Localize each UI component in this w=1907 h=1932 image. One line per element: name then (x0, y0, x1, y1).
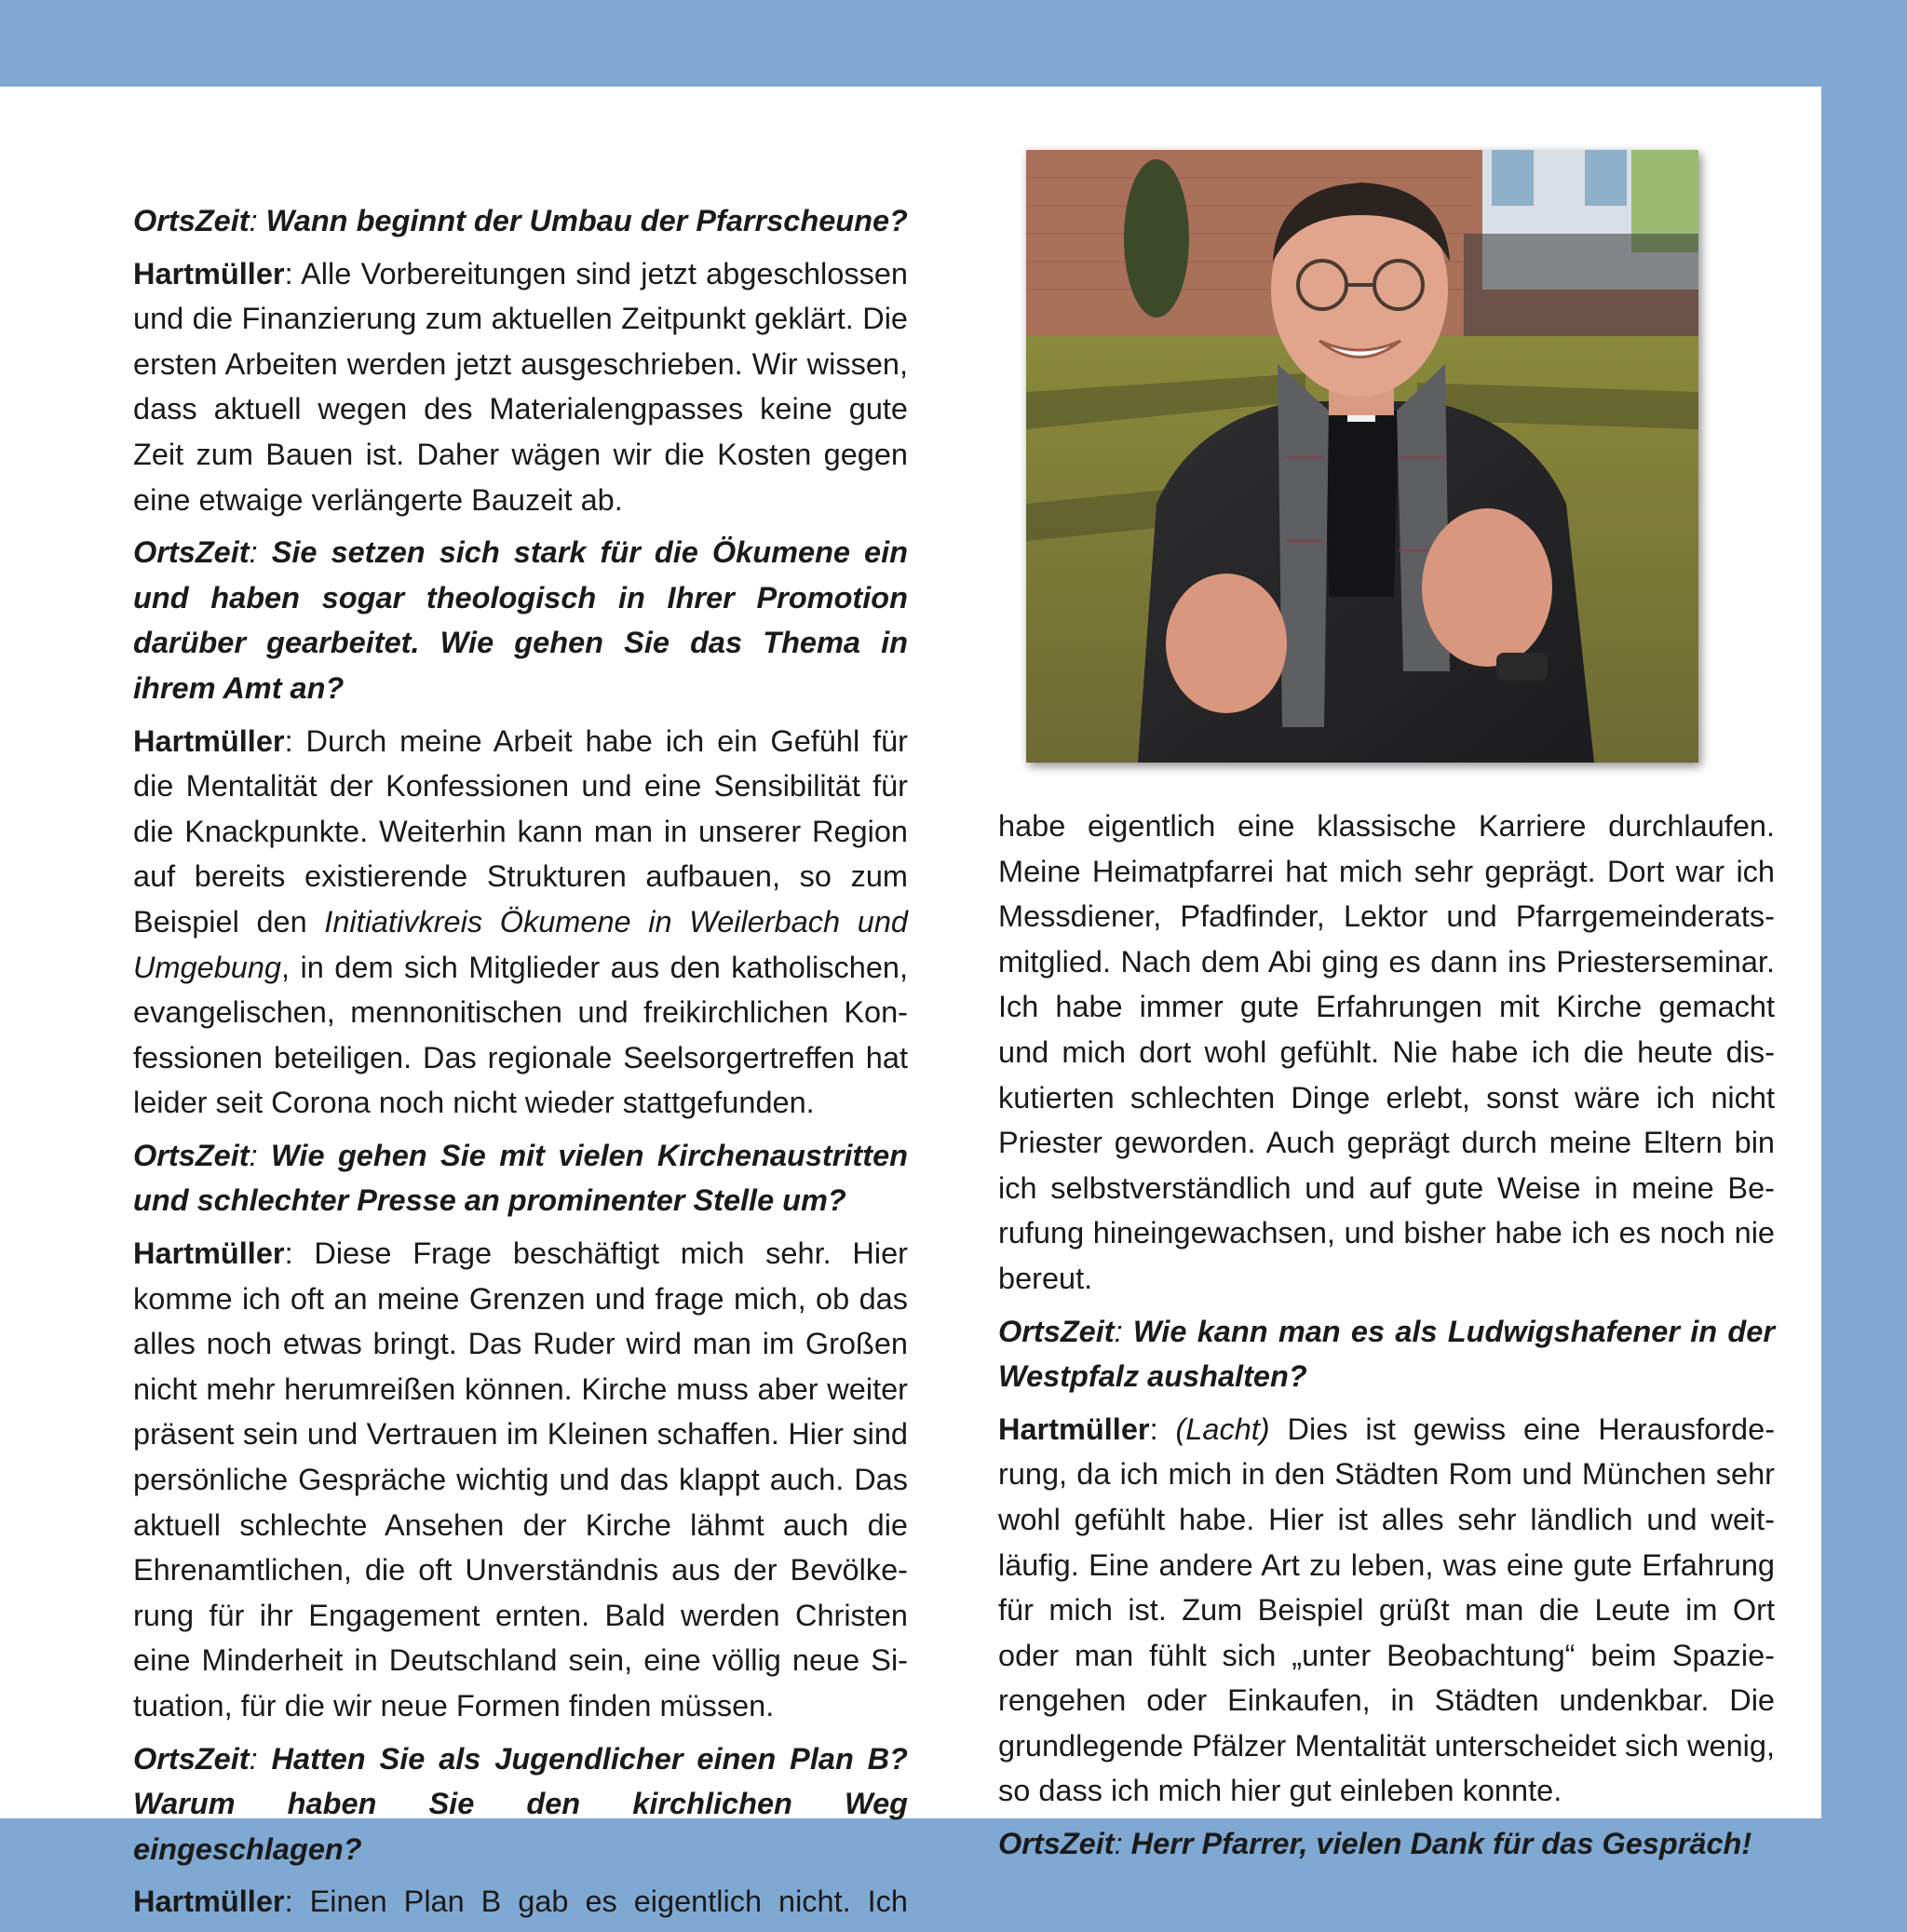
question-text: Wie gehen Sie mit vielen Kirchenaustritten und schlechter Presse an prominenter Stelle um? (133, 1138, 909, 1218)
interviewee-label: Hartmüller (133, 723, 285, 758)
answer-4-continued (998, 804, 1775, 1302)
portrait-photo-icon (1026, 150, 1698, 763)
answer-1: Hartmüller: Alle Vorbereitungen sind jetzt abgeschlossen und die Finanzierung zum aktuellen Zeitpunkt geklärt. Die ersten Arbeiten werden jetzt ausgeschrieben. Wir wissen, dass aktuell wegen des Materialengpasses keine gute Zeit zum Bauen ist. Daher wägen wir die Kosten gegen eine etwaige verlängerte Bauzeit ab. (133, 256, 908, 517)
left-hand (1166, 574, 1287, 713)
interviewer-label: OrtsZeit (133, 1138, 250, 1172)
answer-text: Diese Frage beschäftigt mich sehr. Hier komme ich oft an meine Grenzen und frage mich, ob das alles noch etwas bringt. Das Ruder wird man im Großen nicht mehr herumreißen können. Kirche muss aber weiter präsent sein und Vertrauen im Kleinen schaffen. Hier sind persönliche Gespräche wichtig und das klappt auch. Das aktuell schlechte Ansehen der Kirche lähmt auch die Ehrenamtlichen, die oft Unverständnis aus der Bevölkerung für ihr Engagement ernten. Bald werden Christen eine Minderheit in Deutschland sein, eine völlig neue Situation, für die wir neue Formen finden müssen. (133, 1236, 908, 1723)
question-text: Herr Pfarrer, vielen Dank für das Gespräch! (1130, 1827, 1752, 1861)
interviewee-label: Hartmüller (998, 1412, 1150, 1446)
interviewer-label: OrtsZeit (133, 204, 250, 237)
question-text: Wie kann man es als Ludwigshafener in der Westpfalz aushalten? (998, 1314, 1776, 1394)
answer-5: Hartmüller: (Lacht) Dies ist gewiss eine Herausforderung, da ich mich in den Städten Rom und München sehr wohl gefühlt habe. Hier ist alles sehr ländlich und weitläufig. Eine andere Art zu leben, was eine gute Erfahrung für mich ist. Zum Beispiel grüßt man die Leute im Ort oder man fühlt sich „unter Beobachtung“ beim Spazierengehen oder Einkaufen, in Städten undenkbar. Die grundlegende Pfälzer Mentalität unterscheidet sich wenig, so dass ich mich hier gut einleben konnte. (998, 1412, 1776, 1808)
right-hand (1422, 508, 1552, 667)
scarf (1278, 364, 1329, 727)
answer-text: Einen Plan B gab es eigentlich nicht. Ich (309, 1885, 908, 1919)
answer-text: Durch meine Arbeit habe ich ein Gefühl für die Mentalität der Konfessionen und eine Sensibilität für die Knackpunkte. Weiterhin kann man in unserer Region auf bereits existierende Strukturen aufbauen, so zum Beispiel den (133, 723, 909, 939)
interviewee-label: Hartmüller (133, 1236, 285, 1271)
question-4: OrtsZeit: Hatten Sie als Jugendlicher einen Plan B? Warum haben Sie den kirchlichen Weg eingeschlagen? (133, 1741, 908, 1866)
answer-italic-text: (Lacht) (1175, 1412, 1270, 1446)
answer-text: habe eigentlich eine klassische Karriere durchlaufen. Meine Heimatpfarrei hat mich sehr geprägt. Dort war ich Messdiener, Pfadfinder, Lektor und Pfarrgemeinderatsmitglied. Nach dem Abi ging es dann ins Priesterseminar. Ich habe immer gute Erfahrungen mit Kirche gemacht und mich dort wohl gefühlt. Nie habe ich die heute diskutierten schlechten Dinge erlebt, sonst wäre ich nicht Priester geworden. Auch geprägt durch meine Eltern bin ich selbstverständlich und auf gute Weise in meine Berufung hineingewachsen, und bisher habe ich es noch nie bereut. (998, 809, 1775, 1295)
interviewer-label: OrtsZeit (998, 1827, 1115, 1861)
interviewer-label: OrtsZeit (133, 1741, 250, 1776)
question-text: Hatten Sie als Jugendlicher einen Plan B? Warum haben Sie den kirchlichen Weg eingeschlagen? (133, 1741, 908, 1866)
question-text: Wann beginnt der Umbau der Pfarrscheune? (265, 204, 908, 237)
answer-text: Dies ist gewiss eine Herausforderung, da ich mich in den Städten Rom und München sehr wohl gefühlt habe. Hier ist alles sehr ländlich und weitläufig. Eine andere Art zu leben, was eine gute Erfahrung für mich ist. Zum Beispiel grüßt man die Leute im Ort oder man fühlt sich „unter Beobachtung“ beim Spazierengehen oder Einkaufen, in Städten undenkbar. Die grundlegende Pfälzer Mentalität unterscheidet sich wenig, so dass ich mich hier gut einleben konnte. (998, 1412, 1776, 1808)
interviewer-label: OrtsZeit (998, 1314, 1115, 1348)
left-column (133, 198, 908, 1932)
question-5: OrtsZeit: Wie kann man es als Ludwigshafener in der Westpfalz aushalten? (998, 1314, 1776, 1394)
watch (1496, 653, 1548, 681)
answer-italic-text: Initiativkreis Ökumene in Weilerbach und Umgebung (133, 904, 908, 984)
question-2: OrtsZeit: Sie setzen sich stark für die Ökumene ein und haben sogar theologisch in Ihrer Promotion darüber gearbeitet. Wie gehen Sie das Thema in ihrem Amt an? (133, 535, 908, 705)
right-column (998, 804, 1775, 1874)
page (0, 87, 1821, 1919)
interviewer-label: OrtsZeit (133, 535, 250, 570)
answer-4-start: Hartmüller: Einen Plan B gab es eigentlich nicht. Ich (133, 1885, 908, 1919)
answer-2: Hartmüller: Durch meine Arbeit habe ich ein Gefühl für die Mentalität der Konfessionen und eine Sensibilität für die Knackpunkte. Weiterhin kann man in unserer Region auf bereits existierende Strukturen aufbauen, so zum Beispiel den Initiativkreis Ökumene in Weilerbach und Umgebung, in dem sich Mitglieder aus den katholischen, evangelischen, mennonitischen und freikirchlichen Konfessionen beteiligen. Das regionale Seelsorgertreffen hat leider seit Corona noch nicht wieder stattgefunden. (133, 723, 909, 1120)
question-text: Sie setzen sich stark für die Ökumene ein und haben sogar theologisch in Ihrer Promotion darüber gearbeitet. Wie gehen Sie das Thema in ihrem Amt an? (133, 535, 908, 705)
question-6: OrtsZeit: Herr Pfarrer, vielen Dank für das Gespräch! (998, 1827, 1752, 1861)
clerical-shirt (1324, 411, 1399, 597)
interviewee-label: Hartmüller (133, 1885, 285, 1919)
portrait-photo (1026, 150, 1698, 763)
question-1: OrtsZeit: Wann beginnt der Umbau der Pfarrscheune? (133, 204, 908, 237)
interviewee-label: Hartmüller (133, 256, 285, 290)
tree (1124, 159, 1189, 317)
answer-3: Hartmüller: Diese Frage beschäftigt mich sehr. Hier komme ich oft an meine Grenzen und frage mich, ob das alles noch etwas bringt. Das Ruder wird man im Großen nicht mehr herumreißen können. Kirche muss aber weiter präsent sein und Vertrauen im Kleinen schaffen. Hier sind persönliche Gespräche wichtig und das klappt auch. Das aktuell schlechte Ansehen der Kirche lähmt auch die Ehrenamtlichen, die oft Unverständnis aus der Bevölkerung für ihr Engagement ernten. Bald werden Christen eine Minderheit in Deutschland sein, eine völlig neue Situation, für die wir neue Formen finden müssen. (133, 1236, 908, 1723)
question-3: OrtsZeit: Wie gehen Sie mit vielen Kirchenaustritten und schlechter Presse an prominenter Stelle um? (133, 1138, 909, 1218)
answer-text: , in dem sich Mitglieder aus den katholischen, evangelischen, mennonitischen und freikirchlichen Konfessionen beteiligen. Das regionale Seelsorgertreffen hat leider seit Corona noch nicht wieder stattgefunden. (133, 950, 908, 1120)
answer-text: Alle Vorbereitungen sind jetzt abgeschlossen und die Finanzierung zum aktuellen Zeitpunkt geklärt. Die ersten Arbeiten werden jetzt ausgeschrieben. Wir wissen, dass aktuell wegen des Materialengpasses keine gute Zeit zum Bauen ist. Daher wägen wir die Kosten gegen eine etwaige verlängerte Bauzeit ab. (133, 256, 908, 517)
